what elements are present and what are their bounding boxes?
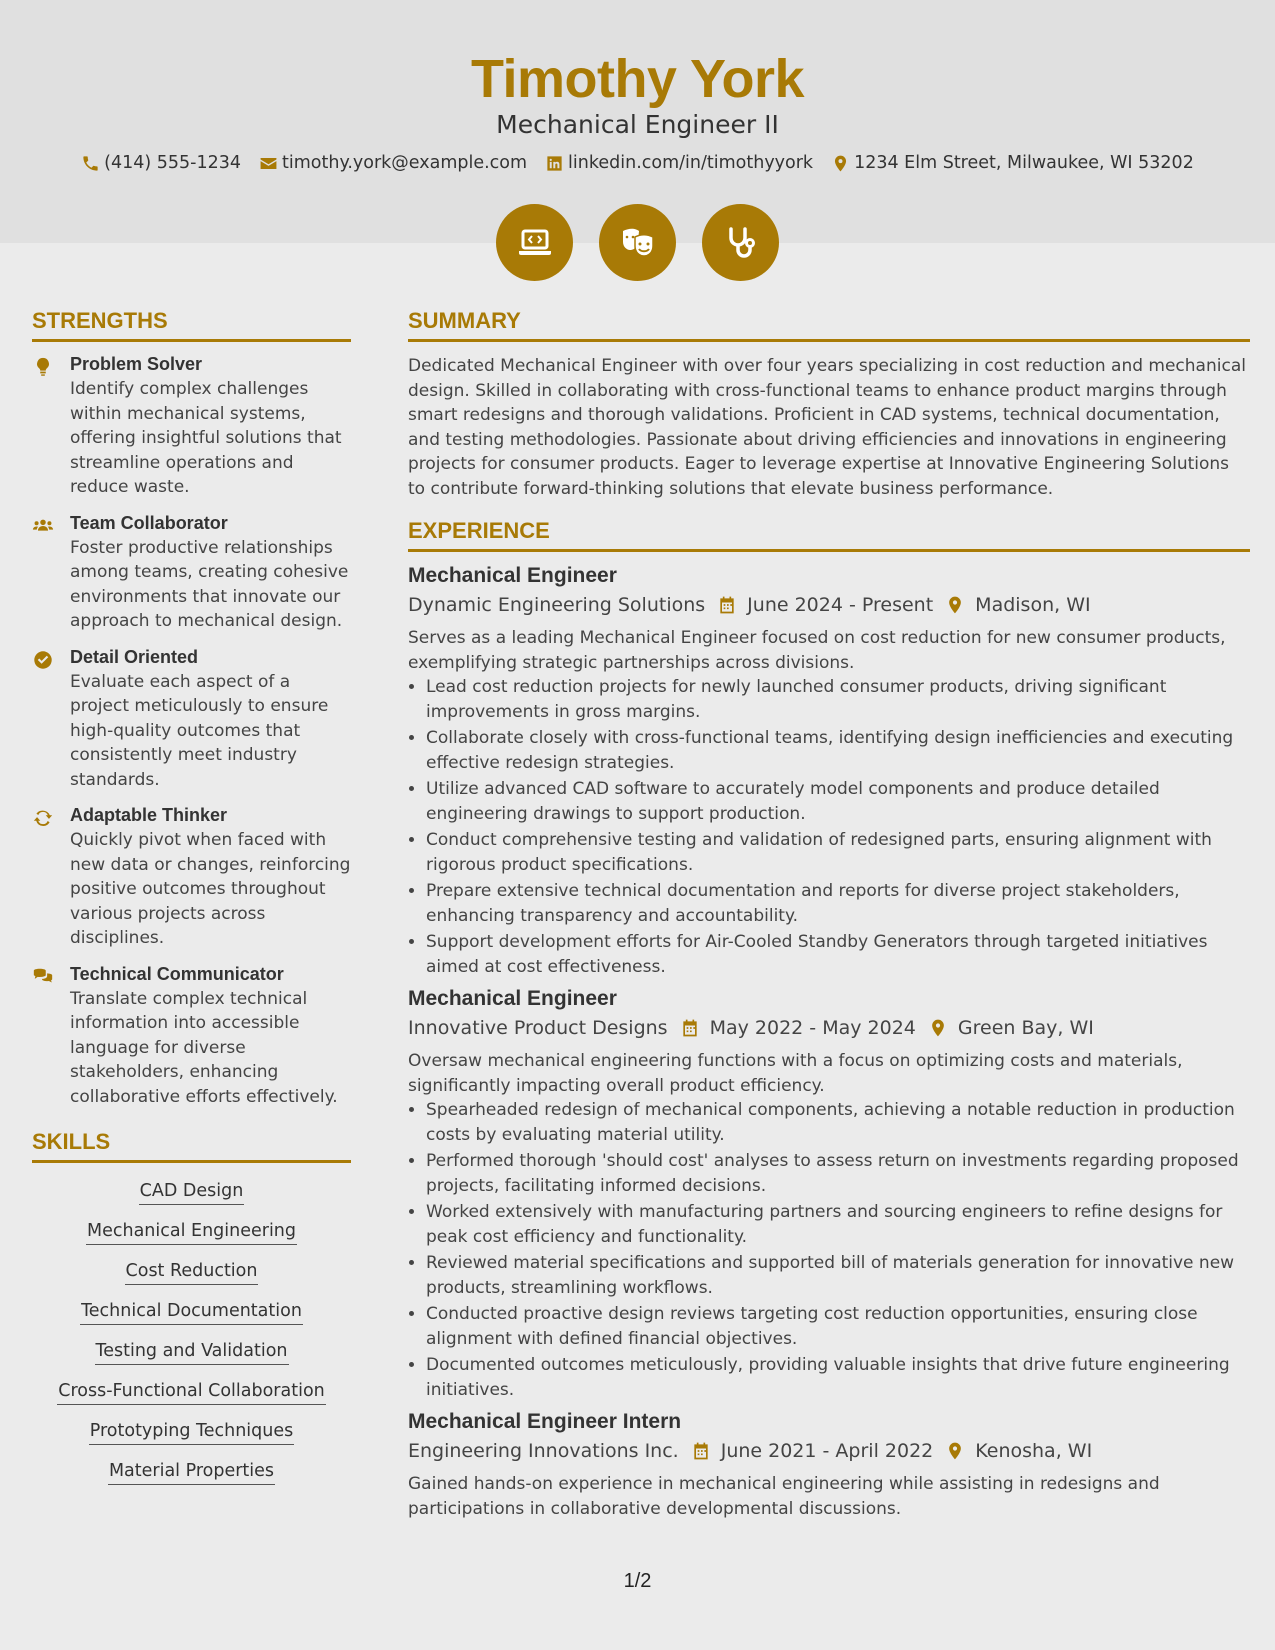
theater-masks-icon xyxy=(618,223,658,263)
job-location: Madison, WI xyxy=(975,594,1091,616)
job-entry xyxy=(408,564,1250,979)
job-title: Mechanical Engineer xyxy=(408,564,617,587)
page-number: 1/2 xyxy=(623,1570,652,1592)
job-description: Serves as a leading Mechanical Engineer focused on cost reduction for new consumer products, exemplifying strategic partnerships across divisions. xyxy=(408,628,1226,673)
contact-address xyxy=(831,153,1194,173)
stethoscope-icon xyxy=(721,223,761,263)
skill-tag: Prototyping Techniques xyxy=(89,1421,295,1445)
job-company: Dynamic Engineering Solutions xyxy=(408,594,706,616)
contact-email[interactable] xyxy=(259,153,527,173)
badge-stethoscope xyxy=(702,204,779,281)
skill-tag: Testing and Validation xyxy=(95,1341,289,1365)
strength-desc: Translate complex technical information into accessible language for diverse stakeholders, enhancing collaborative efforts effectively. xyxy=(70,988,338,1107)
skills-section xyxy=(32,1129,351,1497)
job-bullets xyxy=(408,1098,1250,1402)
job-bullet: • Worked extensively with manufacturing partners and sourcing engineers to refine designs for peak cost efficiency and functionality. xyxy=(426,1200,1250,1249)
job-meta xyxy=(408,1440,1250,1462)
strength-title: Detail Oriented xyxy=(70,646,199,667)
skills-heading: SKILLS xyxy=(32,1129,351,1163)
job-dates: June 2021 - April 2022 xyxy=(720,1440,934,1462)
job-bullet: • Support development efforts for Air-Cooled Standby Generators through targeted initiatives aimed at cost effectiveness. xyxy=(426,930,1250,979)
skill-tag: Material Properties xyxy=(108,1461,275,1485)
comments-icon xyxy=(32,966,54,988)
job-description: Oversaw mechanical engineering functions with a focus on optimizing costs and materials, significantly impacting overall product efficiency. xyxy=(408,1051,1183,1096)
skill-tag: Cost Reduction xyxy=(125,1261,259,1285)
badge-laptop xyxy=(496,204,573,281)
envelope-icon xyxy=(259,154,278,173)
job-bullet: • Reviewed material specifications and supported bill of materials generation for innovative new products, streamlining workflows. xyxy=(426,1251,1250,1300)
summary-text: Dedicated Mechanical Engineer with over four years specializing in cost reduction and mechanical design. Skilled in collaborating with cross-functional teams to enhance product margins through smart redesigns and thorough validations. Proficient in CAD systems, technical documentation, and testing methodologies. Passionate about driving efficiencies and innovations in engineering projects for consumer products. Eager to leverage expertise at Innovative Engineering Solutions to contribute forward-thinking solutions that elevate business performance. xyxy=(408,356,1246,499)
contact-bar xyxy=(0,153,1275,173)
map-marker-icon xyxy=(945,1441,965,1461)
job-location: Green Bay, WI xyxy=(957,1017,1094,1039)
job-bullets xyxy=(408,675,1250,979)
check-circle-icon xyxy=(32,649,54,671)
strength-title: Problem Solver xyxy=(70,354,203,374)
skill-tag: Cross-Functional Collaboration xyxy=(57,1381,326,1405)
calendar-icon xyxy=(691,1441,711,1461)
strength-desc: Foster productive relationships among teams, creating cohesive environments that innovate our approach to mechanical design. xyxy=(70,537,349,631)
strength-item xyxy=(32,964,351,1110)
candidate-title: Mechanical Engineer II xyxy=(496,110,779,139)
job-company: Innovative Product Designs xyxy=(408,1017,668,1039)
calendar-icon xyxy=(717,595,737,615)
map-marker-icon xyxy=(928,1018,948,1038)
phone-text: (414) 555-1234 xyxy=(104,153,242,173)
email-text: timothy.york@example.com xyxy=(282,153,528,173)
strength-desc: Evaluate each aspect of a project meticulously to ensure high-quality outcomes that consistently meet industry standards. xyxy=(70,671,329,790)
job-bullet: • Lead cost reduction projects for newly launched consumer products, driving significant improvements in gross margins. xyxy=(426,675,1250,724)
strength-item xyxy=(32,513,351,634)
contact-linkedin[interactable] xyxy=(545,153,813,173)
job-meta xyxy=(408,594,1250,616)
summary-heading: SUMMARY xyxy=(408,308,1250,342)
job-bullet: • Collaborate closely with cross-functional teams, identifying design inefficiencies and executing effective redesign strategies. xyxy=(426,726,1250,775)
sync-icon xyxy=(32,807,54,829)
interest-badges xyxy=(0,204,1275,281)
strength-item xyxy=(32,805,351,951)
contact-phone[interactable] xyxy=(81,153,241,173)
job-bullet: • Utilize advanced CAD software to accurately model components and produce detailed engineering drawings to support production. xyxy=(426,777,1250,826)
job-dates: June 2024 - Present xyxy=(747,594,934,616)
job-entry xyxy=(408,1410,1250,1521)
linkedin-text: linkedin.com/in/timothyyork xyxy=(568,153,814,173)
job-location: Kenosha, WI xyxy=(975,1440,1093,1462)
strength-title: Team Collaborator xyxy=(70,512,228,533)
strength-item xyxy=(32,647,351,793)
job-company: Engineering Innovations Inc. xyxy=(408,1440,679,1462)
job-title: Mechanical Engineer xyxy=(408,987,617,1010)
skill-list xyxy=(32,1175,351,1497)
left-column xyxy=(32,308,351,1497)
candidate-name: Timothy York xyxy=(470,49,805,109)
strength-item xyxy=(32,354,351,500)
address-text: 1234 Elm Street, Milwaukee, WI 53202 xyxy=(854,153,1194,173)
strength-desc: Identify complex challenges within mechanical systems, offering insightful solutions that streamline operations and reduce waste. xyxy=(70,379,342,497)
calendar-icon xyxy=(680,1018,700,1038)
laptop-code-icon xyxy=(515,223,555,263)
map-marker-icon xyxy=(945,595,965,615)
skill-tag: CAD Design xyxy=(139,1181,245,1205)
job-title: Mechanical Engineer Intern xyxy=(408,1410,682,1433)
job-bullet: • Documented outcomes meticulously, providing valuable insights that drive future engineering initiatives. xyxy=(426,1353,1250,1402)
users-icon xyxy=(32,515,54,537)
job-bullet: • Prepare extensive technical documentation and reports for diverse project stakeholders, enhancing transparency and accountability. xyxy=(426,879,1250,928)
job-bullet: • Performed thorough 'should cost' analyses to assess return on investments regarding proposed projects, facilitating informed decisions. xyxy=(426,1149,1250,1198)
job-dates: May 2022 - May 2024 xyxy=(709,1017,916,1039)
phone-icon xyxy=(81,154,100,173)
lightbulb-icon xyxy=(32,356,54,378)
map-marker-icon xyxy=(831,154,850,173)
job-entry xyxy=(408,987,1250,1402)
job-meta xyxy=(408,1017,1250,1039)
job-bullet: • Conducted proactive design reviews targeting cost reduction opportunities, ensuring close alignment with defined financial objectives. xyxy=(426,1302,1250,1351)
job-bullet: • Conduct comprehensive testing and validation of redesigned parts, ensuring alignment with rigorous product specifications. xyxy=(426,828,1250,877)
linkedin-icon xyxy=(545,154,564,173)
strength-desc: Quickly pivot when faced with new data or changes, reinforcing positive outcomes throughout various projects across disciplines. xyxy=(70,830,351,948)
skill-tag: Technical Documentation xyxy=(80,1301,303,1325)
skill-tag: Mechanical Engineering xyxy=(86,1221,297,1245)
badge-theater xyxy=(599,204,676,281)
strengths-heading: STRENGTHS xyxy=(32,308,351,342)
strength-title: Adaptable Thinker xyxy=(70,805,228,825)
job-bullet: • Spearheaded redesign of mechanical components, achieving a notable reduction in production costs by evaluating material utility. xyxy=(426,1098,1250,1147)
job-description: Gained hands-on experience in mechanical engineering while assisting in redesigns and participations in collaborative developmental discussions. xyxy=(408,1474,1160,1519)
strength-title: Technical Communicator xyxy=(70,963,284,984)
right-column xyxy=(408,308,1250,1521)
experience-heading: EXPERIENCE xyxy=(408,518,1250,552)
